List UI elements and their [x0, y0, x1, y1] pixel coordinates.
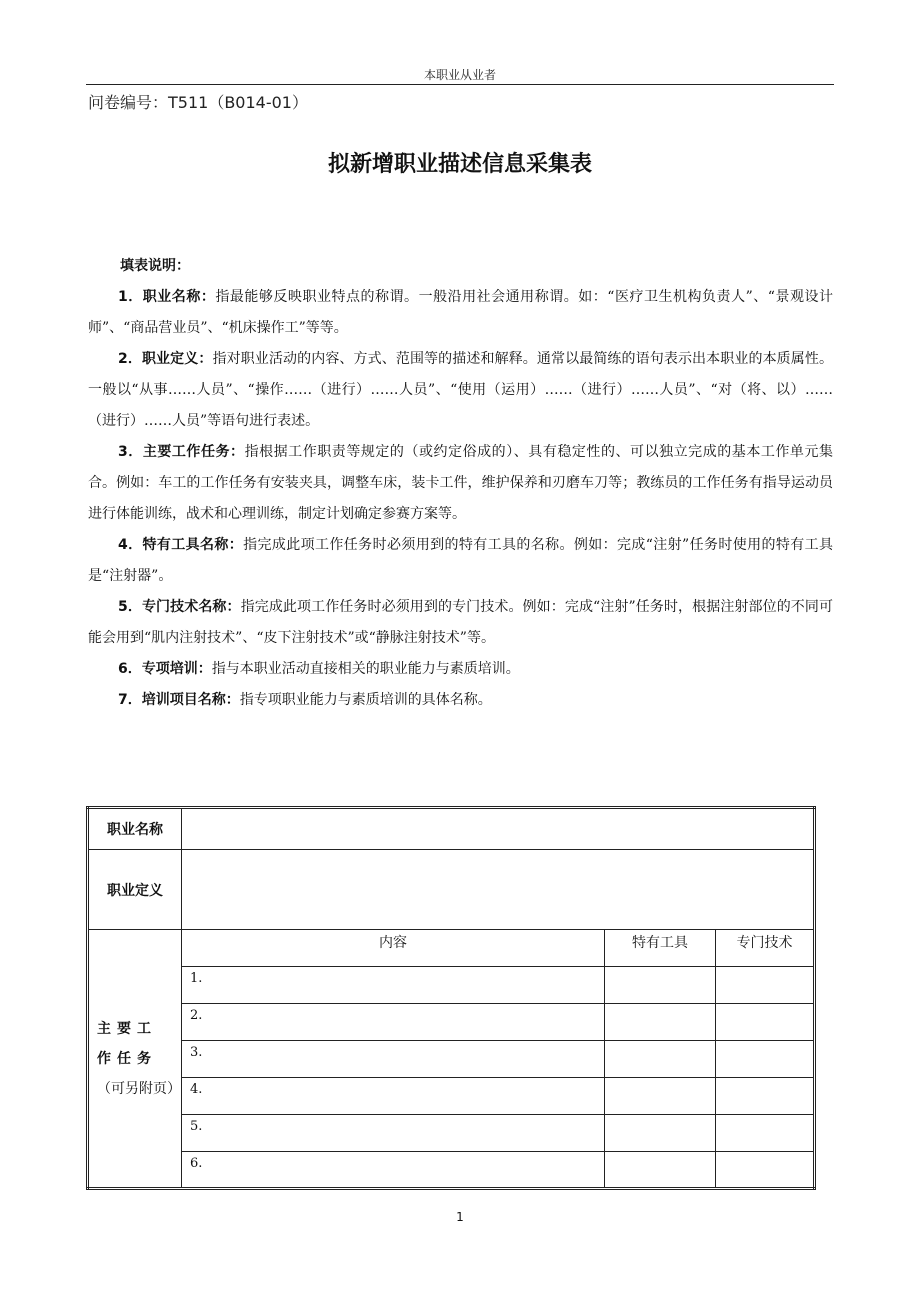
occupation-definition-label: 职业定义 [88, 850, 182, 930]
instruction-item [88, 530, 833, 592]
instruction-number: 1． [118, 289, 143, 305]
task-content-cell[interactable]: 6. [182, 1152, 605, 1189]
header-rule [86, 84, 834, 85]
column-header-tools: 特有工具 [605, 930, 716, 967]
task-content-cell[interactable]: 4. [182, 1078, 605, 1115]
task-tools-cell[interactable] [605, 1004, 716, 1041]
instruction-text: 指完成此项工作任务时必须用到的特有工具的名称。例如：完成“注射”任务时使用的特有工具是“注射器”。 [88, 537, 833, 584]
task-content-cell[interactable]: 5. [182, 1115, 605, 1152]
task-tools-cell[interactable] [605, 1152, 716, 1189]
task-row [88, 967, 815, 1004]
instruction-text: 指专项职业能力与素质培训的具体名称。 [239, 692, 492, 708]
instruction-term: 职业名称： [142, 289, 216, 305]
instruction-term: 专门技术名称： [141, 599, 241, 615]
instructions-heading: 填表说明： [120, 258, 190, 274]
task-row [88, 1115, 815, 1152]
instruction-text: 指根据工作职责等规定的（或约定俗成的）、具有稳定性的、可以独立完成的基本工作单元集合。例如：车工的工作任务有安装夹具，调整车床，装卡工件，维护保养和刃磨车刀等；教练员的工作任务有指导运动员进行体能训练，战术和心理训练，制定计划确定参赛方案等。 [88, 444, 834, 522]
main-tasks-label [88, 930, 182, 1189]
instruction-term: 专项培训： [141, 661, 212, 677]
page-title: 拟新增职业描述信息采集表 [327, 152, 592, 177]
instruction-term: 特有工具名称： [142, 537, 244, 553]
occupation-definition-field[interactable] [182, 850, 815, 930]
task-row [88, 1041, 815, 1078]
instruction-term: 职业定义： [141, 351, 213, 367]
task-content-cell[interactable]: 2. [182, 1004, 605, 1041]
instruction-text: 指完成此项工作任务时必须用到的专门技术。例如：完成“注射”任务时，根据注射部位的不同可能会用到“肌内注射技术”、“皮下注射技术”或“静脉注射技术”等。 [88, 599, 834, 646]
occupation-name-label: 职业名称 [88, 808, 182, 850]
instruction-text: 指最能够反映职业特点的称谓。一般沿用社会通用称谓。如：“医疗卫生机构负责人”、“景观设计师”、“商品营业员”、“机床操作工”等等。 [88, 289, 833, 336]
task-tech-cell[interactable] [716, 1004, 815, 1041]
main-tasks-label-bold: 主要工作任务 [97, 1020, 157, 1067]
task-tools-cell[interactable] [605, 1041, 716, 1078]
instruction-number: 4． [118, 537, 143, 553]
instruction-number: 7． [118, 692, 142, 708]
instruction-term: 主要工作任务： [142, 444, 245, 460]
instruction-number: 6． [118, 661, 142, 677]
page-number: 1 [456, 1210, 464, 1224]
instruction-number: 2． [118, 351, 142, 367]
occupation-name-field[interactable] [182, 808, 815, 850]
instruction-text: 指与本职业活动直接相关的职业能力与素质培训。 [211, 661, 520, 677]
page-header: 本职业从业者 [423, 68, 496, 82]
instruction-text: 指对职业活动的内容、方式、范围等的描述和解释。通常以最简练的语句表示出本职业的本质属性。一般以“从事……人员”、“操作……（进行）……人员”、“使用（运用）……（进行）……人员”、“对（将、以）……（进行）……人员”等语句进行表述。 [88, 351, 833, 429]
instruction-item [88, 437, 833, 530]
task-content-cell[interactable]: 3. [182, 1041, 605, 1078]
instruction-item [88, 685, 833, 716]
column-header-content: 内容 [182, 930, 605, 967]
instruction-number: 5． [118, 599, 142, 615]
occupation-definition-row [88, 850, 815, 930]
task-tools-cell[interactable] [605, 1115, 716, 1152]
task-tools-cell[interactable] [605, 967, 716, 1004]
main-tasks-label-note: （可另附页） [97, 1080, 181, 1097]
task-tech-cell[interactable] [716, 1078, 815, 1115]
instruction-number: 3． [118, 444, 143, 460]
task-row [88, 1078, 815, 1115]
info-form [86, 806, 816, 1190]
task-row [88, 1004, 815, 1041]
instruction-item [88, 282, 833, 344]
task-tech-cell[interactable] [716, 967, 815, 1004]
task-tech-cell[interactable] [716, 1152, 815, 1189]
instruction-item [88, 592, 833, 654]
occupation-name-row [88, 808, 815, 850]
tasks-header-row [88, 930, 815, 967]
info-form-table [86, 806, 816, 1190]
instructions [88, 282, 833, 716]
instruction-item [88, 344, 833, 437]
task-tech-cell[interactable] [716, 1041, 815, 1078]
instruction-term: 培训项目名称： [141, 692, 240, 708]
instruction-item [88, 654, 833, 685]
task-content-cell[interactable]: 1. [182, 967, 605, 1004]
column-header-tech: 专门技术 [716, 930, 815, 967]
task-tech-cell[interactable] [716, 1115, 815, 1152]
questionnaire-number: 问卷编号：T511（B014-01） [88, 93, 308, 112]
task-row [88, 1152, 815, 1189]
task-tools-cell[interactable] [605, 1078, 716, 1115]
